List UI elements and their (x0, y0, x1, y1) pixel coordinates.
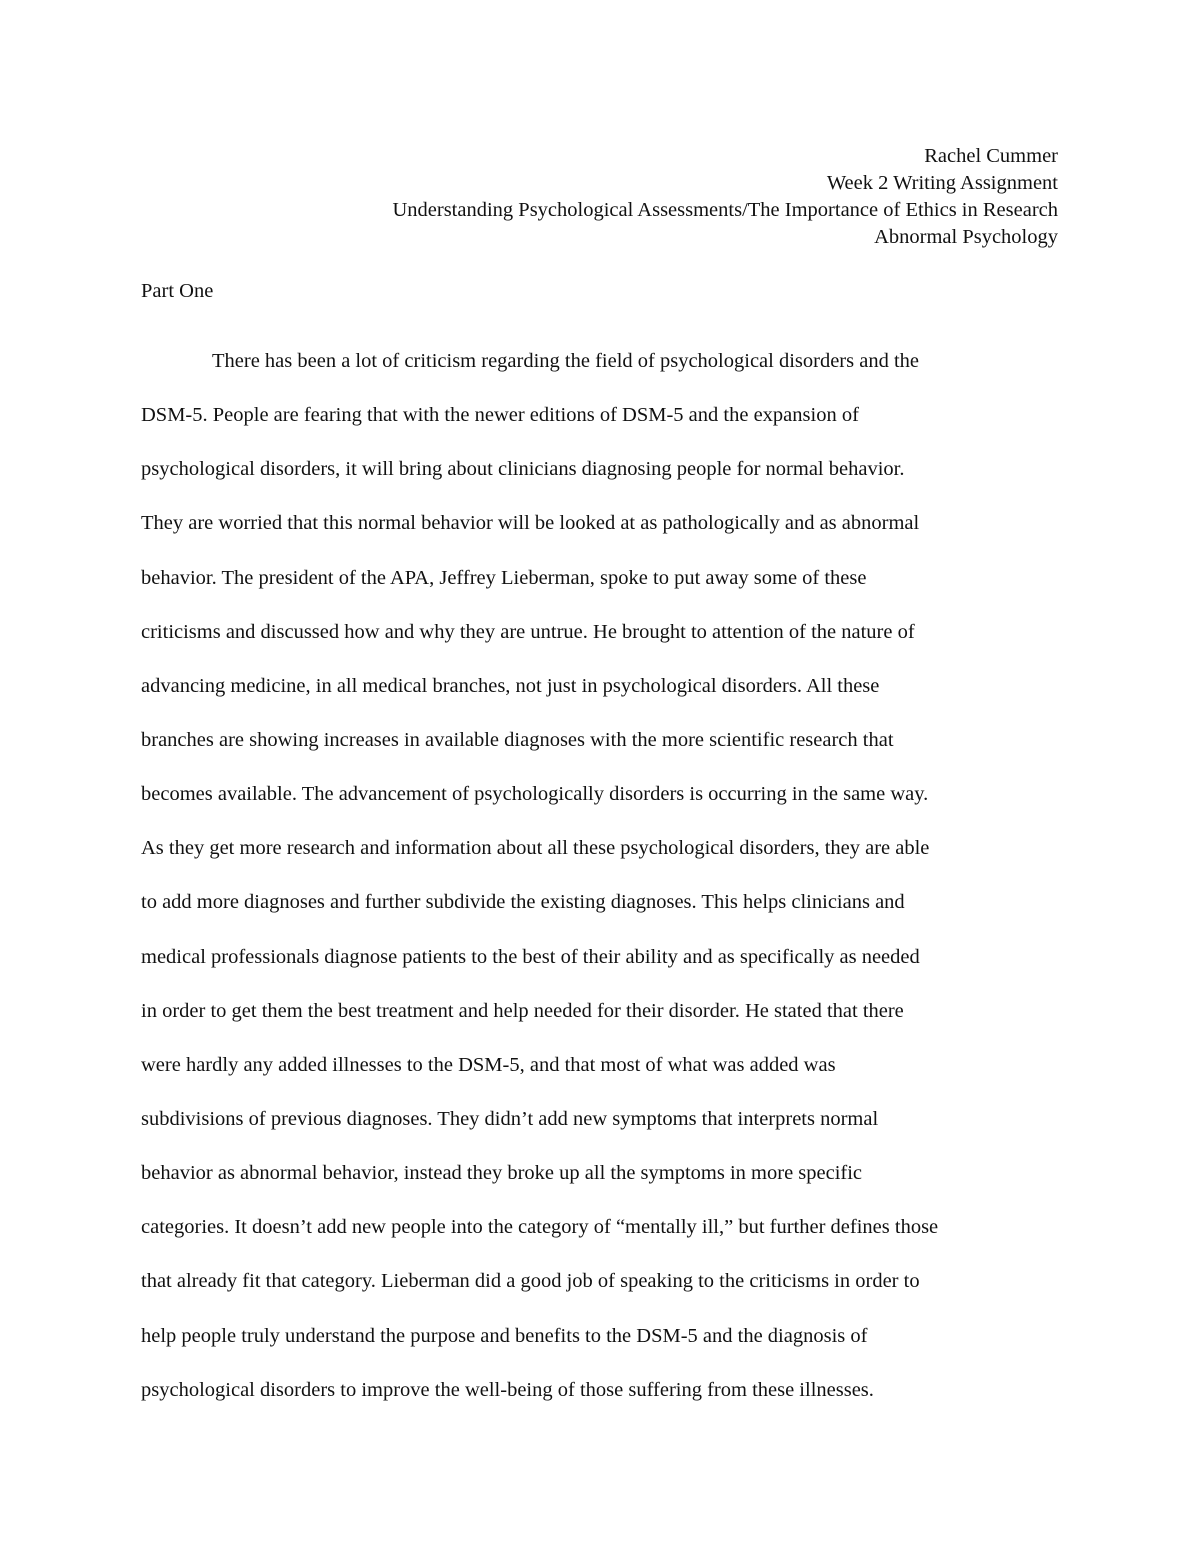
body-line: medical professionals diagnose patients to the best of their ability and as specifically as needed (141, 945, 920, 968)
body-line: There has been a lot of criticism regarding the field of psychological disorders and the (212, 350, 920, 372)
body-line: categories. It doesn’t add new people into the category of “mentally ill,” but further defines those (141, 1216, 939, 1239)
course-name: Abnormal Psychology (874, 226, 1058, 248)
body-line: in order to get them the best treatment and help needed for their disorder. He stated that there (141, 999, 904, 1022)
body-line: DSM-5. People are fearing that with the newer editions of DSM-5 and the expansion of (141, 404, 859, 427)
section-title: Part One (141, 280, 214, 302)
body-line: becomes available. The advancement of psychologically disorders is occurring in the same way. (141, 783, 929, 806)
body-line: that already fit that category. Lieberman did a good job of speaking to the criticisms in order to (141, 1270, 920, 1293)
assignment-title: Week 2 Writing Assignment (826, 172, 1058, 194)
body-line: psychological disorders to improve the well-being of those suffering from these illnesses. (141, 1378, 874, 1401)
body-line: behavior. The president of the APA, Jeffrey Lieberman, spoke to put away some of these (141, 566, 867, 589)
body-line: to add more diagnoses and further subdivide the existing diagnoses. This helps clinicians and (141, 891, 905, 914)
body-line: advancing medicine, in all medical branches, not just in psychological disorders. All these (141, 674, 880, 697)
author-name: Rachel Cummer (924, 145, 1058, 167)
body-line: criticisms and discussed how and why they are untrue. He brought to attention of the nature of (141, 620, 915, 643)
body-line: branches are showing increases in available diagnoses with the more scientific research that (141, 728, 894, 751)
assignment-topic: Understanding Psychological Assessments/The Importance of Ethics in Research (392, 199, 1058, 221)
body-line: were hardly any added illnesses to the DSM-5, and that most of what was added was (141, 1053, 836, 1076)
body-line: They are worried that this normal behavior will be looked at as pathologically and as abnormal (141, 512, 920, 535)
body-line: subdivisions of previous diagnoses. They didn’t add new symptoms that interprets normal (141, 1107, 879, 1130)
body-paragraph (141, 345, 1071, 1428)
body-line: As they get more research and information about all these psychological disorders, they are able (141, 837, 930, 860)
body-line: help people truly understand the purpose and benefits to the DSM-5 and the diagnosis of (141, 1324, 868, 1347)
document-header (392, 143, 1058, 251)
body-line: psychological disorders, it will bring about clinicians diagnosing people for normal behavior. (141, 458, 905, 481)
body-line: behavior as abnormal behavior, instead they broke up all the symptoms in more specific (141, 1162, 863, 1185)
